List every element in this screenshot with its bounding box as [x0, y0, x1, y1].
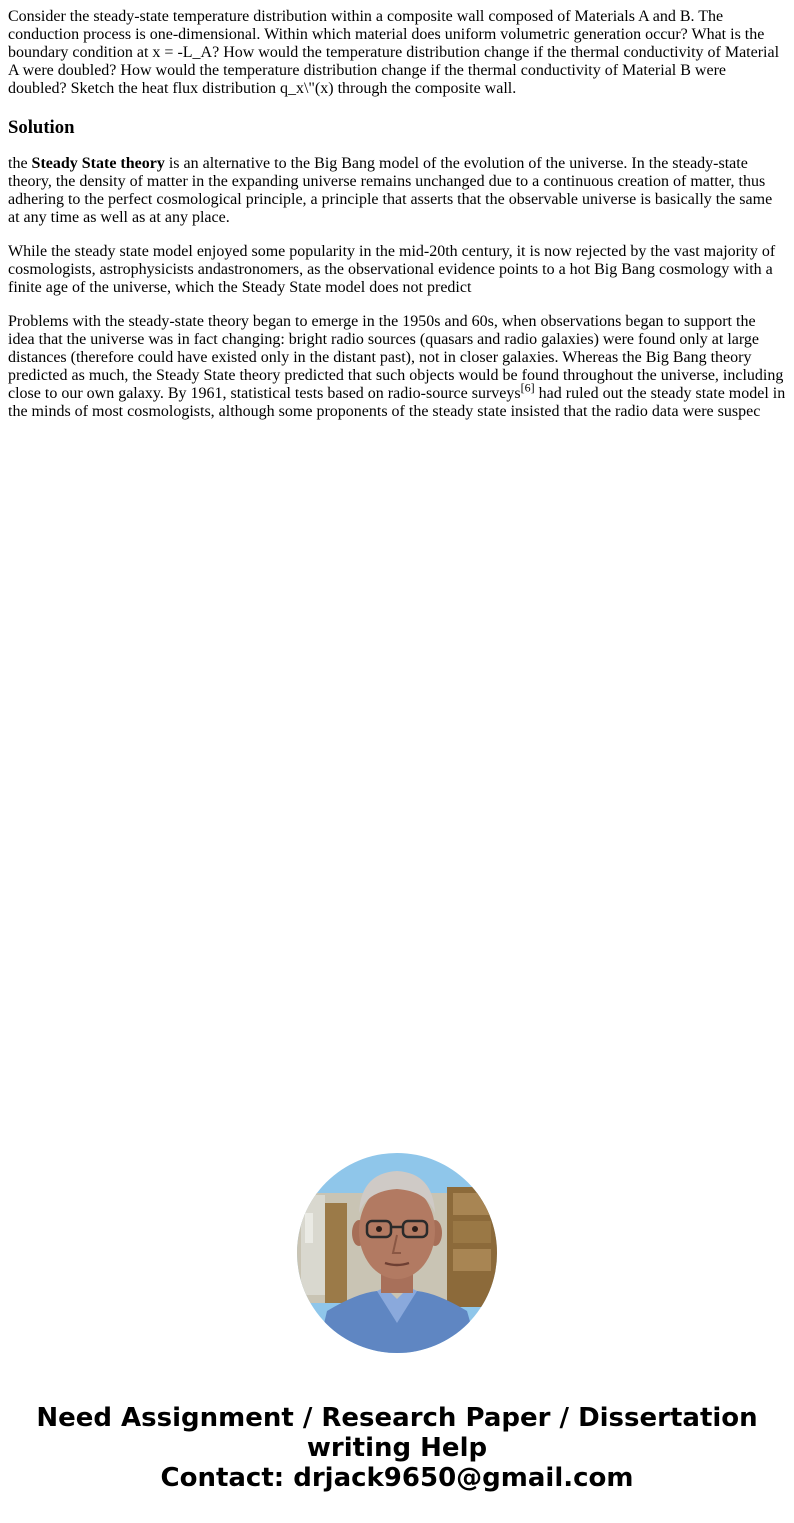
paragraph-problems: [8, 313, 786, 421]
paragraph-problems-continued: had ruled out the steady state model in the minds of most cosmologists, although some proponents of the steady state insisted that the radio data were suspec: [8, 385, 786, 420]
cta-line-2: writing Help: [306, 1433, 488, 1463]
paragraph-problems-text: Problems with the steady-state theory began to emerge in the 1950s and 60s, when observations began to support the idea that the universe was in fact changing: bright radio sources (quasars and radio galaxies) were found only at large distances (therefore could have existed only in the distant past), not in closer galaxies. Whereas the Big Bang theory predicted as much, the Steady State theory predicted that such objects would be found throughout the universe, including close to our own galaxy. By 1961, statistical tests based on radio-source surveys: [8, 313, 784, 402]
call-to-action-banner: [0, 1403, 794, 1493]
cta-contact-email: Contact: drjack9650@gmail.com: [160, 1463, 634, 1493]
paragraph-popularity: While the steady state model enjoyed some popularity in the mid-20th century, it is now rejected by the vast majority of cosmologists, astrophysicists andastronomers, as the observational evidence points to a hot Big Bang cosmology with a finite age of the universe, which the Steady State model does not predict: [8, 243, 776, 296]
steady-state-theory-bold: Steady State theory: [31, 155, 165, 172]
citation-reference-link[interactable]: [6]: [520, 380, 535, 395]
paragraph-steady-state-intro: [8, 155, 786, 227]
cta-line-1: Need Assignment / Research Paper / Dissertation: [36, 1403, 758, 1433]
question-text: Consider the steady-state temperature distribution within a composite wall composed of Materials A and B. The conduction process is one-dimensional. Within which material does uniform volumetric generation occur? What is the boundary condition at x = -L_A? How would the temperature distribution change if the thermal conductivity of Material A were doubled? How would the temperature distribution change if the thermal conductivity of Material B were doubled? Sketch the heat flux distribution q_x\"(x) through the composite wall.: [8, 8, 780, 97]
paragraph-rest: is an alternative to the Big Bang model of the evolution of the universe. In the steady-state theory, the density of matter in the expanding universe remains unchanged due to a continuous creation of matter, thus adhering to the perfect cosmological principle, a principle that asserts that the observable universe is basically the same at any time as well as at any place.: [8, 155, 773, 226]
main-content: [8, 8, 786, 437]
paragraph-lead: the: [8, 155, 32, 172]
solution-heading: Solution: [8, 117, 75, 138]
author-portrait-image: [297, 1153, 497, 1353]
author-avatar: [297, 1153, 497, 1353]
